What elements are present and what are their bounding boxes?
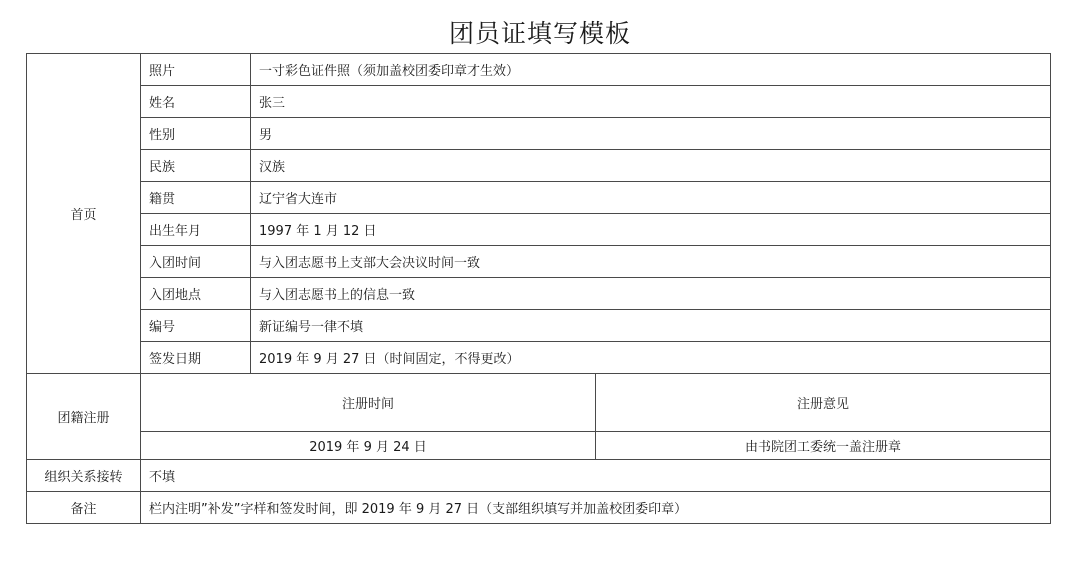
table-row xyxy=(27,342,1051,374)
table-row xyxy=(27,54,1051,86)
registration-opinion-header: 注册意见 xyxy=(596,374,1051,432)
registration-time-value: 2019 年 9 月 24 日 xyxy=(141,432,596,460)
field-label: 入团时间 xyxy=(141,246,251,278)
transfer-value: 不填 xyxy=(141,460,1051,492)
field-label: 民族 xyxy=(141,150,251,182)
field-value: 与入团志愿书上的信息一致 xyxy=(251,278,1051,310)
field-value: 与入团志愿书上支部大会决议时间一致 xyxy=(251,246,1051,278)
table-row xyxy=(27,118,1051,150)
registration-opinion-value: 由书院团工委统一盖注册章 xyxy=(596,432,1051,460)
member-card-template-table xyxy=(26,53,1051,524)
remarks-label: 备注 xyxy=(27,492,141,524)
registration-time-header: 注册时间 xyxy=(141,374,596,432)
table-row xyxy=(27,278,1051,310)
table-row xyxy=(27,214,1051,246)
field-label: 性别 xyxy=(141,118,251,150)
table-row xyxy=(27,150,1051,182)
section-label-first-page: 首页 xyxy=(27,54,141,374)
field-label: 照片 xyxy=(141,54,251,86)
field-label: 籍贯 xyxy=(141,182,251,214)
field-label: 签发日期 xyxy=(141,342,251,374)
table-row xyxy=(27,182,1051,214)
table-row xyxy=(27,460,1051,492)
page-title: 团员证填写模板 xyxy=(448,19,631,48)
field-value: 新证编号一律不填 xyxy=(251,310,1051,342)
field-value: 汉族 xyxy=(251,150,1051,182)
table-row xyxy=(27,492,1051,524)
field-label: 出生年月 xyxy=(141,214,251,246)
field-value: 2019 年 9 月 27 日（时间固定，不得更改） xyxy=(251,342,1051,374)
field-label: 编号 xyxy=(141,310,251,342)
transfer-label: 组织关系接转 xyxy=(27,460,141,492)
field-label: 入团地点 xyxy=(141,278,251,310)
field-value: 张三 xyxy=(251,86,1051,118)
table-row xyxy=(27,86,1051,118)
field-value: 一寸彩色证件照（须加盖校团委印章才生效） xyxy=(251,54,1051,86)
table-row xyxy=(27,246,1051,278)
table-row xyxy=(27,432,1051,460)
field-label: 姓名 xyxy=(141,86,251,118)
field-value: 1997 年 1 月 12 日 xyxy=(251,214,1051,246)
field-value: 男 xyxy=(251,118,1051,150)
table-row xyxy=(27,310,1051,342)
remarks-value: 栏内注明”补发”字样和签发时间，即 2019 年 9 月 27 日（支部组织填写并加盖校团委印章） xyxy=(141,492,1051,524)
section-label-registration: 团籍注册 xyxy=(27,374,141,460)
field-value: 辽宁省大连市 xyxy=(251,182,1051,214)
table-row xyxy=(27,374,1051,432)
